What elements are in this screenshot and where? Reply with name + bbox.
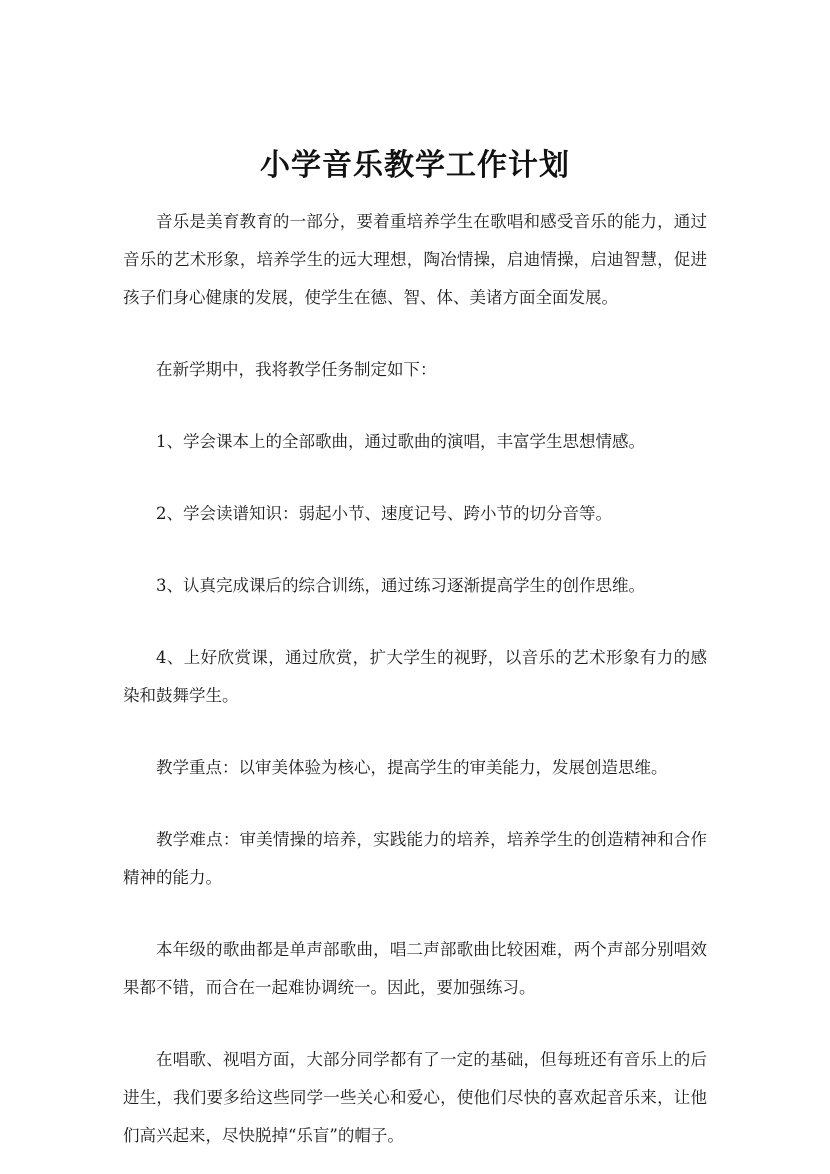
paragraph-intro: 音乐是美育教育的一部分，要着重培养学生在歌唱和感受音乐的能力，通过音乐的艺术形象，培养学生的远大理想，陶冶情操，启迪情操，启迪智慧，促进孩子们身心健康的发展，使学生在德、智、体、美诸方面全面发展。	[123, 212, 707, 307]
paragraph-task-3: 3、认真完成课后的综合训练，通过练习逐渐提高学生的创作思维。	[156, 576, 645, 595]
document-body	[123, 203, 707, 1155]
paragraph-students: 在唱歌、视唱方面，大部分同学都有了一定的基础，但每班还有音乐上的后进生，我们要多给这些同学一些关心和爱心，使他们尽快的喜欢起音乐来，让他们高兴起来，尽快脱掉“乐盲”的帽子。	[123, 1050, 707, 1145]
paragraph-difficulty: 教学难点：审美情操的培养，实践能力的培养，培养学生的创造精神和合作精神的能力。	[123, 830, 707, 887]
paragraph-focus: 教学重点：以审美体验为核心，提高学生的审美能力，发展创造思维。	[156, 758, 668, 777]
paragraph-task-2: 2、学会读谱知识：弱起小节、速度记号、跨小节的切分音等。	[156, 504, 612, 523]
paragraph-task-4: 4、上好欣赏课，通过欣赏，扩大学生的视野，以音乐的艺术形象有力的感染和鼓舞学生。	[123, 648, 707, 705]
paragraph-task-intro: 在新学期中，我将教学任务制定如下：	[156, 360, 437, 379]
paragraph-songs: 本年级的歌曲都是单声部歌曲，唱二声部歌曲比较困难，两个声部分别唱效果都不错，而合在一起难协调统一。因此，要加强练习。	[123, 940, 707, 997]
document-title: 小学音乐教学工作计划	[260, 148, 570, 184]
paragraph-task-1: 1、学会课本上的全部歌曲，通过歌曲的演唱，丰富学生思想情感。	[156, 432, 645, 451]
